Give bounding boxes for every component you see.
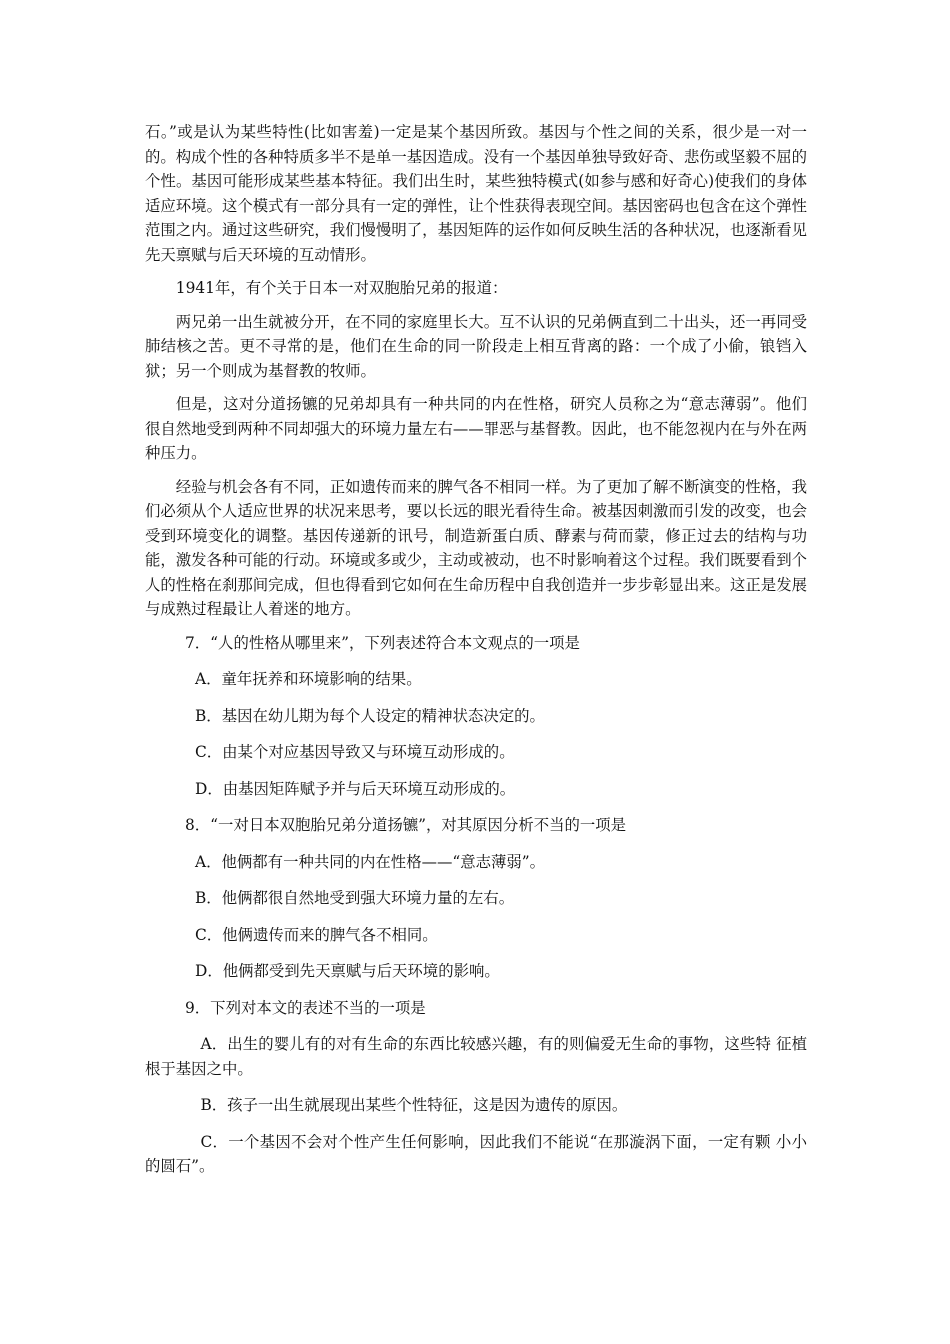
question-8-option-d: D．他俩都受到先天禀赋与后天环境的影响。	[195, 962, 500, 980]
question-7-option-b: B．基因在幼儿期为每个人设定的精神状态决定的。	[195, 706, 545, 725]
document-page	[145, 120, 807, 1191]
paragraph-3: 两兄弟一出生就被分开，在不同的家庭里长大。互不认识的兄弟俩直到二十出头，还一再同受肺结核之苦。更不寻常的是，他们在生命的同一阶段走上相互背离的路：一个成了小偷，锒铛入狱；另一个则成为基督教的牧师。	[145, 312, 807, 380]
question-9-option-a: A．出生的婴儿有的对有生命的东西比较感兴趣，有的则偏爱无生命的事物，这些特 征植根于基因之中。	[145, 1035, 807, 1078]
question-8-option-a: A．他俩都有一种共同的内在性格——“意志薄弱”。	[195, 852, 546, 871]
paragraph-4: 但是，这对分道扬镳的兄弟却具有一种共同的内在性格，研究人员称之为“意志薄弱”。他们很自然地受到两种不同却强大的环境力量左右——罪恶与基督教。因此，也不能忽视内在与外在两种压力。	[145, 395, 807, 462]
question-9-option-c: C．一个基因不会对个性产生任何影响，因此我们不能说“在那漩涡下面，一定有颗 小小的圆石”。	[145, 1132, 807, 1175]
question-8-stem: 8．“一对日本双胞胎兄弟分道扬镳”，对其原因分析不当的一项是	[185, 816, 627, 834]
question-7-option-a: A．童年抚养和环境影响的结果。	[195, 670, 422, 688]
paragraph-2: 1941年，有个关于日本一对双胞胎兄弟的报道：	[175, 279, 508, 297]
paragraph-5: 经验与机会各有不同，正如遗传而来的脾气各不相同一样。为了更加了解不断演变的性格，我们必须从个人适应世界的状况来思考，要以长远的眼光看待生命。被基因刺激而引发的改变，也会受到环境变化的调整。基因传递新的讯号，制造新蛋白质、酵素与荷而蒙，修正过去的结构与功能，激发各种可能的行动。环境或多或少，主动或被动，也不时影响着这个过程。我们既要看到个人的性格在刹那间完成，但也得看到它如何在生命历程中自我创造并一步步彰显出来。这正是发展与成熟过程最让人着迷的地方。	[145, 477, 807, 618]
paragraph-1: 石。”或是认为某些特性(比如害羞)一定是某个基因所致。基因与个性之间的关系，很少是一对一的。构成个性的各种特质多半不是单一基因造成。没有一个基因单独导致好奇、悲伤或坚毅不屈的个性。基因可能形成某些基本特征。我们出生时，某些独特模式(如参与感和好奇心)使我们的身体适应环境。这个模式有一部分具有一定的弹性，让个性获得表现空间。基因密码也包含在这个弹性范围之内。通过这些研究，我们慢慢明了，基因矩阵的运作如何反映生活的各种状况，也逐渐看见先天禀赋与后天环境的互动情形。	[145, 123, 807, 264]
question-8-option-b: B．他俩都很自然地受到强大环境力量的左右。	[195, 889, 515, 907]
question-9-option-b: B．孩子一出生就展现出某些个性特征，这是因为遗传的原因。	[200, 1096, 628, 1114]
question-7-option-c: C．由某个对应基因导致又与环境互动形成的。	[195, 743, 515, 761]
question-8-option-c: C．他俩遗传而来的脾气各不相同。	[195, 925, 438, 944]
question-7-stem: 7．“人的性格从哪里来”，下列表述符合本文观点的一项是	[185, 633, 580, 652]
question-7-option-d: D．由基因矩阵赋予并与后天环境互动形成的。	[195, 779, 516, 798]
question-9-stem: 9．下列对本文的表述不当的一项是	[185, 998, 426, 1017]
